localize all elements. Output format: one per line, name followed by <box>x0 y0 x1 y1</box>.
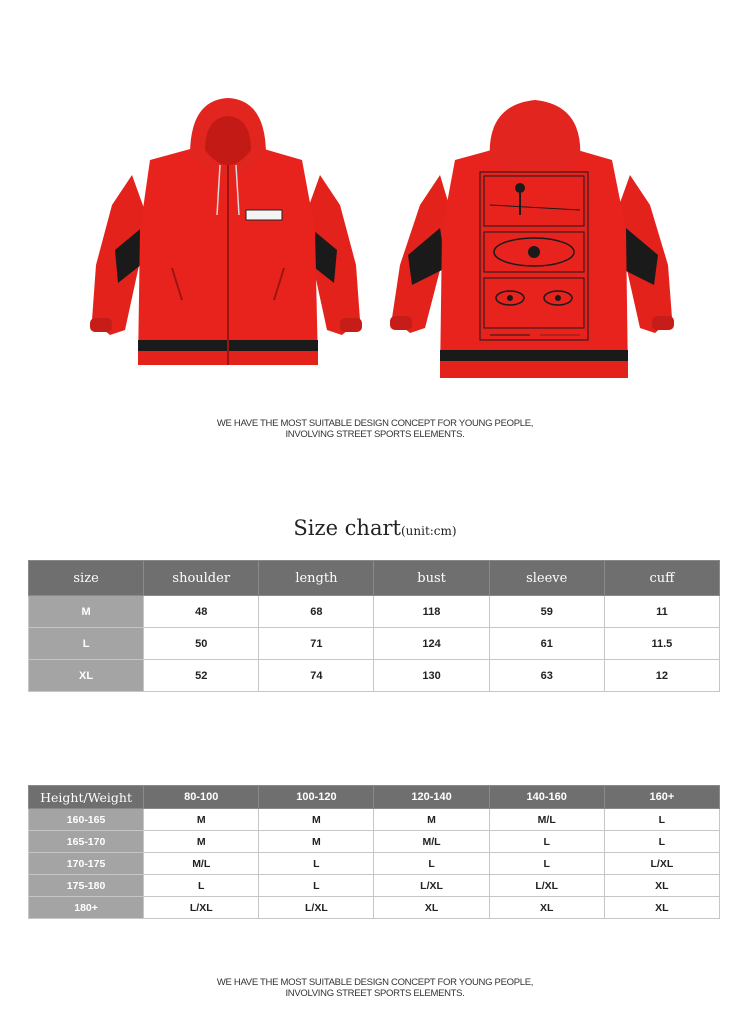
tagline-top <box>0 418 750 440</box>
table-cell: XL <box>604 875 719 897</box>
table-cell: XL <box>374 897 489 919</box>
table-cell: 124 <box>374 628 489 660</box>
table-cell: L <box>259 875 374 897</box>
size-chart-title <box>0 516 750 540</box>
size-chart-header-row <box>29 561 720 596</box>
table-cell: 52 <box>144 660 259 692</box>
height-weight-header-cell: 140-160 <box>489 786 604 809</box>
height-weight-table <box>28 785 720 919</box>
size-chart-header-cell: shoulder <box>144 561 259 596</box>
height-weight-header-cell: 120-140 <box>374 786 489 809</box>
height-weight-header-cell: 80-100 <box>144 786 259 809</box>
table-cell: L/XL <box>604 853 719 875</box>
size-label-cell: XL <box>29 660 144 692</box>
table-cell: 74 <box>259 660 374 692</box>
height-label-cell: 180+ <box>29 897 144 919</box>
table-row <box>29 831 720 853</box>
tagline-top-line1: WE HAVE THE MOST SUITABLE DESIGN CONCEPT FOR YOUNG PEOPLE, <box>216 418 534 429</box>
table-row <box>29 809 720 831</box>
table-cell: 12 <box>604 660 719 692</box>
product-photos <box>0 0 750 400</box>
table-cell: L <box>489 853 604 875</box>
table-cell: 118 <box>374 596 489 628</box>
height-label-cell: 175-180 <box>29 875 144 897</box>
table-cell: 61 <box>489 628 604 660</box>
table-cell: L/XL <box>144 897 259 919</box>
table-cell: 48 <box>144 596 259 628</box>
size-chart-title-text: Size chart <box>293 516 401 540</box>
table-row <box>29 660 720 692</box>
table-cell: L/XL <box>489 875 604 897</box>
table-row <box>29 897 720 919</box>
table-cell: M <box>144 809 259 831</box>
table-cell: L/XL <box>374 875 489 897</box>
size-chart-unit: (unit:cm) <box>400 524 457 538</box>
table-cell: 59 <box>489 596 604 628</box>
tagline-bottom-line2: INVOLVING STREET SPORTS ELEMENTS. <box>285 988 465 999</box>
height-weight-header-cell: 100-120 <box>259 786 374 809</box>
size-chart-table <box>28 560 720 692</box>
table-cell: L <box>259 853 374 875</box>
size-label-cell: L <box>29 628 144 660</box>
table-cell: 50 <box>144 628 259 660</box>
size-chart-header-cell: sleeve <box>489 561 604 596</box>
table-cell: M/L <box>144 853 259 875</box>
table-cell: 63 <box>489 660 604 692</box>
table-cell: L <box>144 875 259 897</box>
jacket-back-image <box>390 100 674 378</box>
table-cell: L <box>374 853 489 875</box>
size-label-cell: M <box>29 596 144 628</box>
height-label-cell: 165-170 <box>29 831 144 853</box>
table-cell: 11.5 <box>604 628 719 660</box>
table-cell: 71 <box>259 628 374 660</box>
table-cell: M <box>374 809 489 831</box>
table-cell: M <box>259 809 374 831</box>
table-cell: M <box>144 831 259 853</box>
jacket-front-image <box>90 98 362 365</box>
height-weight-header-row <box>29 786 720 809</box>
tagline-bottom-line1: WE HAVE THE MOST SUITABLE DESIGN CONCEPT FOR YOUNG PEOPLE, <box>216 977 534 988</box>
table-row <box>29 875 720 897</box>
table-cell: XL <box>489 897 604 919</box>
table-cell: M <box>259 831 374 853</box>
table-cell: 11 <box>604 596 719 628</box>
table-cell: L <box>604 809 719 831</box>
size-chart-header-cell: bust <box>374 561 489 596</box>
height-label-cell: 170-175 <box>29 853 144 875</box>
table-row <box>29 853 720 875</box>
table-row <box>29 628 720 660</box>
table-cell: M/L <box>374 831 489 853</box>
size-chart-header-cell: size <box>29 561 144 596</box>
table-cell: L <box>489 831 604 853</box>
table-cell: L <box>604 831 719 853</box>
table-cell: 68 <box>259 596 374 628</box>
table-row <box>29 596 720 628</box>
tagline-top-line2: INVOLVING STREET SPORTS ELEMENTS. <box>285 429 465 440</box>
height-weight-header-cell: Height/Weight <box>29 786 144 809</box>
tagline-bottom <box>0 977 750 999</box>
table-cell: M/L <box>489 809 604 831</box>
table-cell: L/XL <box>259 897 374 919</box>
height-weight-header-cell: 160+ <box>604 786 719 809</box>
table-cell: 130 <box>374 660 489 692</box>
table-cell: XL <box>604 897 719 919</box>
size-chart-header-cell: length <box>259 561 374 596</box>
size-chart-header-cell: cuff <box>604 561 719 596</box>
height-label-cell: 160-165 <box>29 809 144 831</box>
